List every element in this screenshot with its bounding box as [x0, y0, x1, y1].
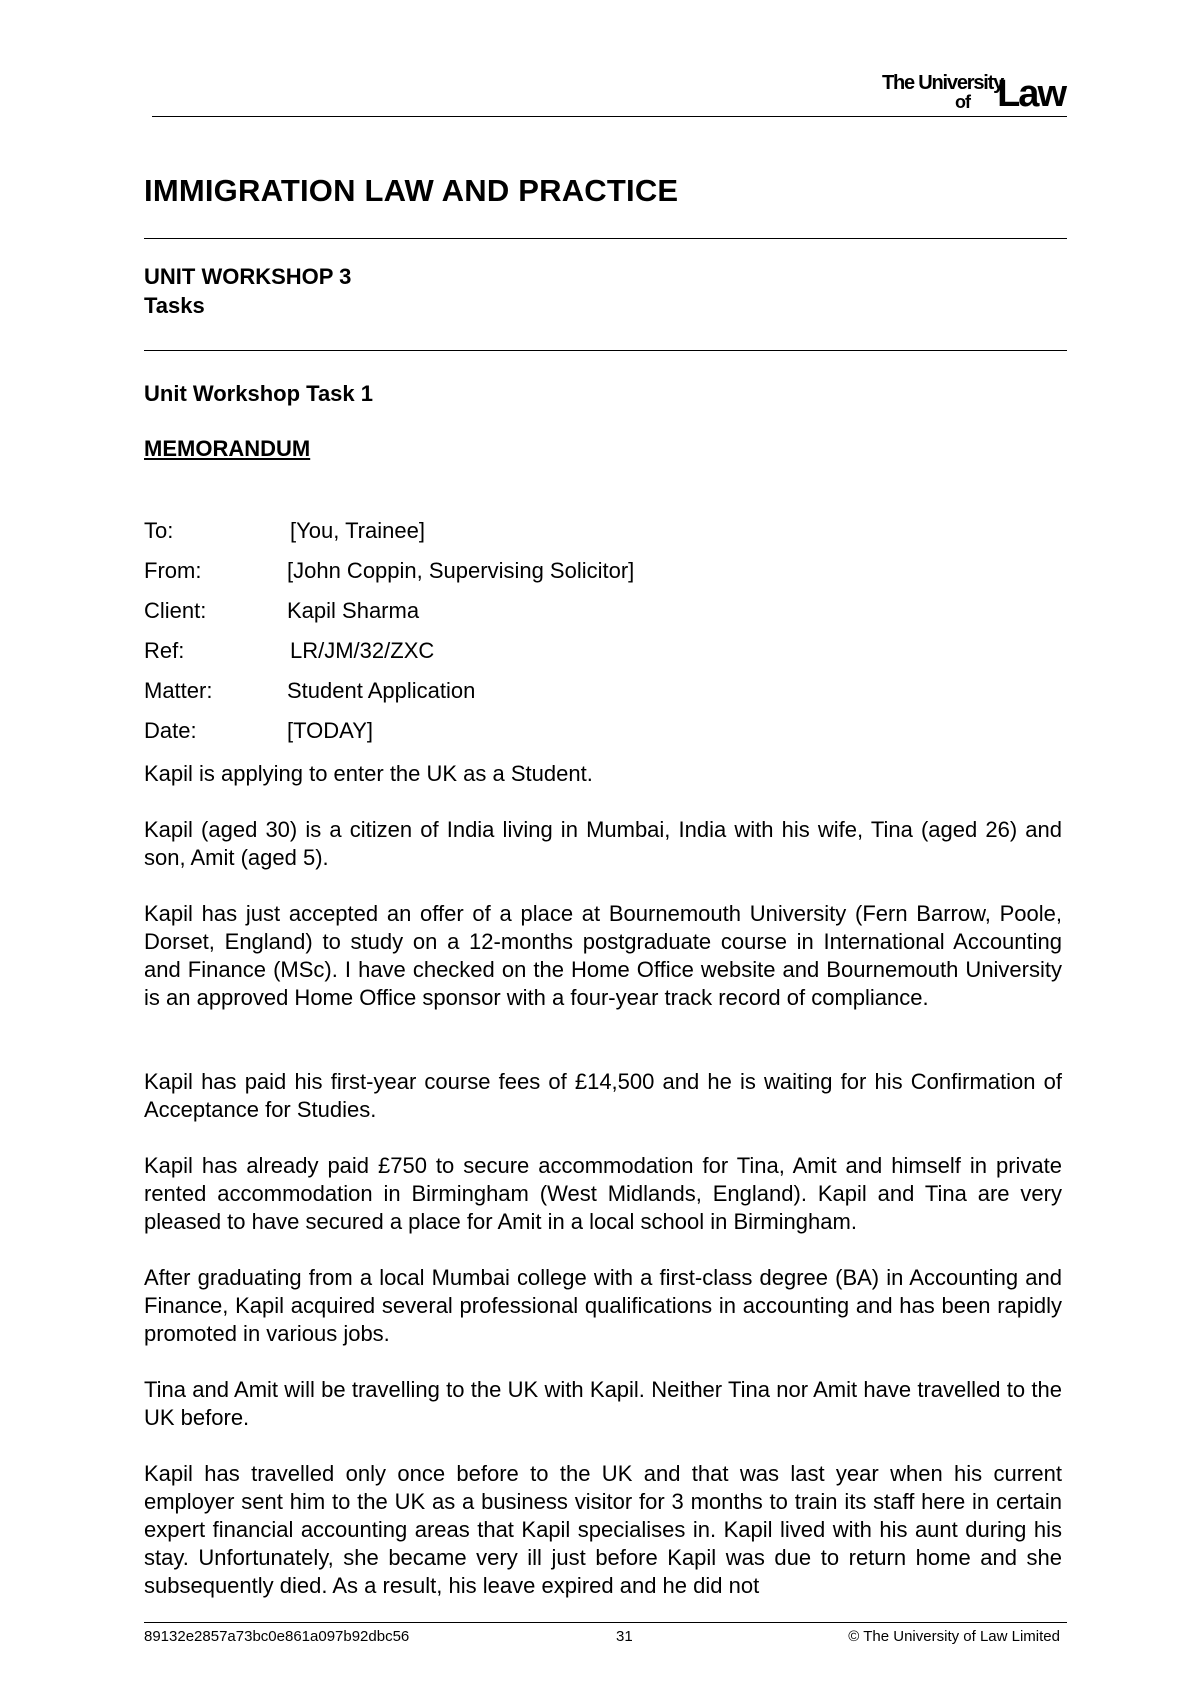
logo-line-1: The University: [881, 72, 1003, 94]
memo-value: [TODAY]: [287, 718, 373, 743]
memo-label: Date:: [144, 718, 197, 743]
footer-copyright: © The University of Law Limited: [848, 1628, 1060, 1645]
unit-subheading: Tasks: [144, 293, 205, 318]
header-rule: [152, 116, 1067, 117]
unit-rule: [144, 350, 1067, 351]
title-rule: [144, 238, 1067, 239]
university-logo: [855, 66, 1065, 115]
memo-value: [John Coppin, Supervising Solicitor]: [287, 558, 635, 583]
body-paragraph: Kapil is applying to enter the UK as a Student.: [144, 761, 593, 786]
memo-value: Kapil Sharma: [287, 598, 420, 623]
body-paragraph: After graduating from a local Mumbai college with a first-class degree (BA) in Accounting and Finance, Kapil acquired several professional qualifications in accounting and has been rapidly promoted in various jobs.: [144, 1265, 1062, 1346]
memo-value: Student Application: [287, 678, 476, 703]
logo-line-2: of: [955, 92, 970, 112]
memo-label: Matter:: [144, 678, 213, 703]
task-heading: Unit Workshop Task 1: [144, 381, 374, 406]
body-paragraph: Kapil (aged 30) is a citizen of India living in Mumbai, India with his wife, Tina (aged 26) and son, Amit (aged 5).: [144, 817, 1062, 870]
footer-document-code: 89132e2857a73bc0e861a097b92dbc56: [144, 1628, 410, 1645]
page-number: 31: [616, 1628, 633, 1645]
body-paragraph: Kapil has travelled only once before to the UK and that was last year when his current employer sent him to the UK as a business visitor for 3 months to train its staff here in certain expert financial accounting areas that Kapil specialises in. Kapil lived with his aunt during his stay. Unfortunately, she became very ill just before Kapil was due to return home and she subsequently died. As a result, his leave expired and he did not: [144, 1461, 1062, 1598]
unit-heading: UNIT WORKSHOP 3: [144, 264, 352, 289]
footer-rule: [144, 1622, 1067, 1623]
memo-label: From:: [144, 558, 202, 583]
body-paragraph: Kapil has paid his first-year course fees of £14,500 and he is waiting for his Confirmation of Acceptance for Studies.: [144, 1069, 1062, 1122]
memo-value: [You, Trainee]: [290, 518, 425, 543]
body-paragraph: Kapil has just accepted an offer of a place at Bournemouth University (Fern Barrow, Poole, Dorset, England) to study on a 12-months postgraduate course in International Accounting and Finance (MSc). I have checked on the Home Office website and Bournemouth University is an approved Home Office sponsor with a four-year track record of compliance.: [144, 901, 1062, 1010]
memo-label: Ref:: [144, 638, 185, 663]
body-paragraph: Kapil has already paid £750 to secure accommodation for Tina, Amit and himself in private rented accommodation in Birmingham (West Midlands, England). Kapil and Tina are very pleased to have secured a place for Amit in a local school in Birmingham.: [144, 1153, 1062, 1234]
body-paragraph: Tina and Amit will be travelling to the UK with Kapil. Neither Tina nor Amit have travelled to the UK before.: [144, 1377, 1062, 1430]
document-title: IMMIGRATION LAW AND PRACTICE: [144, 173, 679, 208]
memo-value: LR/JM/32/ZXC: [290, 638, 435, 663]
memo-label: To:: [144, 518, 174, 543]
logo-line-3: Law: [997, 73, 1065, 115]
memo-heading: MEMORANDUM: [144, 436, 311, 461]
memo-label: Client:: [144, 598, 207, 623]
